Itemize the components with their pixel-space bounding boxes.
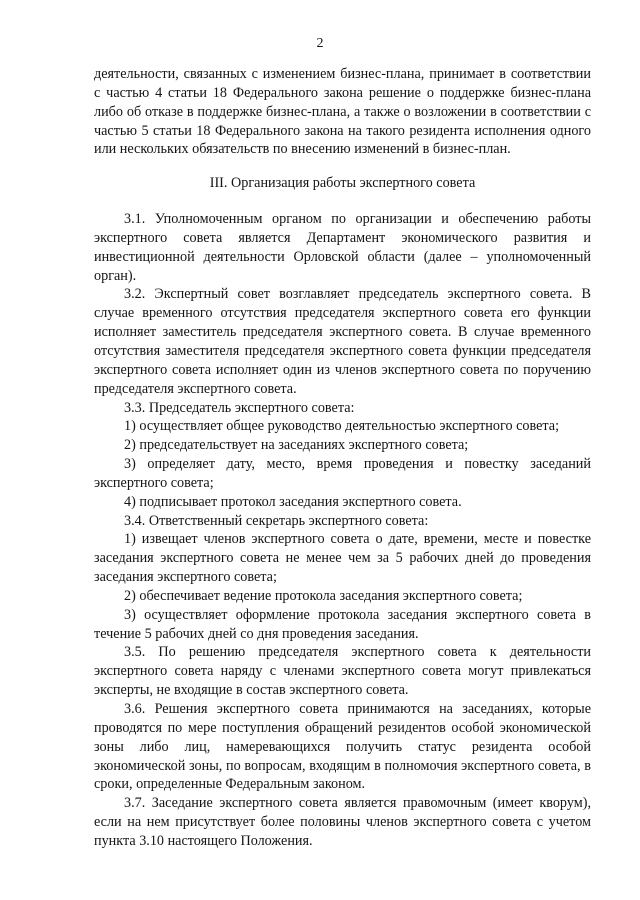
paragraph-3-5: 3.5. По решению председателя экспертного совета к деятельности экспертного совета наряду с членами экспертного совета могут привлекаться эксперты, не входящие в состав экспертного совета. [94,644,591,699]
paragraph-3-2: 3.2. Экспертный совет возглавляет председатель экспертного совета. В случае временного отсутствия председателя экспертного совета его функции исполняет заместитель председателя экспертного совета. В случае временного отсутствия заместителя председателя экспертного совета функции председателя экспертного совета исполняет один из членов экспертного совета по поручению председателя экспертного совета. [94,286,591,397]
page-number: 2 [316,36,324,51]
document-body [94,65,591,851]
list-item-3-4-3: 3) осуществляет оформление протокола заседания экспертного совета в течение 5 рабочих дней со дня проведения заседания. [94,606,591,642]
list-item-3-4-1: 1) извещает членов экспертного совета о дате, времени, месте и повестке заседания экспертного совета не менее чем за 5 рабочих дней до проведения заседания экспертного совета; [94,531,591,586]
intro-paragraph: деятельности, связанных с изменением бизнес-плана, принимает в соответствии с частью 4 статьи 18 Федерального закона решение о поддержке бизнес-плана либо об отказе в поддержке бизнес-плана, а также о возложении в соответствии с частью 5 статьи 18 Федерального закона на такого резидента исполнения одного или нескольких обязательств по внесению изменений в бизнес-план. [94,66,591,158]
paragraph-3-3: 3.3. Председатель экспертного совета: [124,399,355,416]
paragraph-3-7: 3.7. Заседание экспертного совета является правомочным (имеет кворум), если на нем присутствует более половины членов экспертного совета с учетом пункта 3.10 настоящего Положения. [94,795,591,849]
section-title: III. Организация работы экспертного совета [209,175,476,192]
list-item-3-3-2: 2) председательствует на заседаниях экспертного совета; [124,437,469,454]
list-item-3-3-3: 3) определяет дату, место, время проведения и повестку заседаний экспертного совета; [94,456,591,491]
paragraph-3-4: 3.4. Ответственный секретарь экспертного совета: [124,512,429,529]
paragraph-3-6: 3.6. Решения экспертного совета принимаются на заседаниях, которые проводятся по мере поступления обращений резидентов особой экономической зоны либо лиц, намеревающихся получить статус резидента особой экономической зоны, по вопросам, входящим в полномочия экспертного совета, в сроки, определенные Федеральным законом. [94,701,591,793]
list-item-3-3-4: 4) подписывает протокол заседания экспертного совета. [124,493,462,510]
paragraph-3-1: 3.1. Уполномоченным органом по организации и обеспечению работы экспертного совета является Департамент экономического развития и инвестиционной деятельности Орловской области (далее – уполномоченный орган). [94,211,591,284]
list-item-3-4-2: 2) обеспечивает ведение протокола заседания экспертного совета; [124,587,523,604]
list-item-3-3-1: 1) осуществляет общее руководство деятельностью экспертного совета; [124,418,560,435]
